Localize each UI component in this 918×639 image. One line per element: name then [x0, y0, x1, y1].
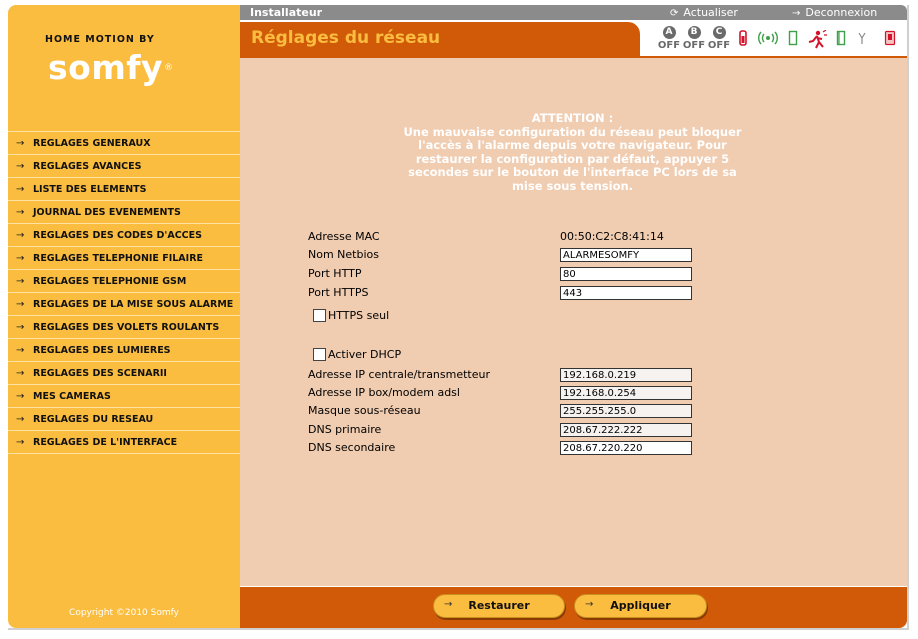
sidebar-item-journal-evenements[interactable] [8, 201, 240, 224]
arrow-right-icon: → [16, 413, 25, 425]
sidebar-item-label: REGLAGES DU RESEAU [33, 413, 154, 425]
http-port-input[interactable] [560, 267, 692, 281]
zone-b-status [682, 26, 706, 52]
zone-state: OFF [682, 40, 706, 51]
copyright: Copyright ©2010 Somfy [69, 608, 179, 618]
https-only-option [313, 307, 389, 323]
sidebar-item-reseau[interactable] [8, 408, 240, 431]
sidebar-item-telephonie-filaire[interactable] [8, 247, 240, 270]
sidebar-item-label: JOURNAL DES EVENEMENTS [33, 206, 181, 218]
arrow-right-icon: → [16, 436, 25, 448]
frame-edge-bottom [8, 628, 909, 630]
sidebar-item-label: REGLAGES DE L'INTERFACE [33, 436, 178, 448]
apply-label: Appliquer [610, 599, 671, 612]
arrow-right-icon: → [16, 298, 25, 310]
ip-box-label: Adresse IP box/modem adsl [308, 386, 460, 399]
warning-line: Une mauvaise configuration du réseau peut bloquer [403, 124, 742, 139]
logout-link[interactable] [792, 5, 877, 21]
top-bar [240, 5, 907, 20]
netbios-input[interactable] [560, 248, 692, 262]
sidebar-item-volets-roulants[interactable] [8, 316, 240, 339]
antenna-icon [855, 30, 869, 48]
sidebar-item-label: REGLAGES DE LA MISE SOUS ALARME [33, 298, 234, 310]
arrow-right-icon: → [16, 183, 25, 195]
dhcp-checkbox[interactable] [313, 348, 326, 361]
dns-secondary-input[interactable] [560, 441, 692, 455]
footer [240, 586, 907, 628]
refresh-icon: ⟳ [670, 8, 679, 19]
dns-primary-input[interactable] [560, 423, 692, 437]
sidebar-item-reglages-generaux[interactable] [8, 132, 240, 155]
zone-letter: B [688, 26, 701, 39]
sidebar-item-label: REGLAGES TELEPHONIE GSM [33, 275, 187, 287]
mac-value: 00:50:C2:C8:41:14 [560, 230, 664, 243]
frame-edge-right [907, 5, 909, 628]
sidebar-item-label: REGLAGES DES VOLETS ROULANTS [33, 321, 220, 333]
arrow-right-icon: → [16, 137, 25, 149]
warning-line: l'accès à l'alarme depuis votre navigateur. Pour [418, 138, 727, 152]
sidebar-item-scenarii[interactable] [8, 362, 240, 385]
sidebar-item-liste-elements[interactable] [8, 178, 240, 201]
arrow-right-icon: → [792, 8, 801, 19]
sidebar-item-label: REGLAGES TELEPHONIE FILAIRE [33, 252, 203, 264]
zone-state: OFF [707, 40, 731, 51]
logo-text: somfy [48, 48, 164, 87]
sidebar-item-mise-sous-alarme[interactable] [8, 293, 240, 316]
apply-button[interactable] [574, 594, 707, 618]
ip-central-label: Adresse IP centrale/transmetteur [308, 368, 491, 381]
zone-c-status [707, 26, 731, 52]
warning-title: ATTENTION : [531, 111, 614, 125]
zone-letter: A [663, 26, 676, 39]
page-title: Réglages du réseau [251, 28, 441, 48]
sidebar-item-label: MES CAMERAS [33, 390, 111, 402]
netbios-label: Nom Netbios [308, 248, 379, 261]
main-content [240, 58, 907, 586]
https-port-label: Port HTTPS [308, 286, 369, 299]
arrow-right-icon: → [16, 160, 25, 172]
https-port-input[interactable] [560, 286, 692, 300]
logout-label: Deconnexion [805, 6, 878, 19]
subnet-mask-label: Masque sous-réseau [308, 404, 421, 417]
brand-tagline: HOME MOTION BY [45, 34, 155, 45]
door-icon [786, 30, 800, 48]
sidebar-item-label: LISTE DES ELEMENTS [33, 183, 147, 195]
title-tab [240, 22, 640, 56]
logo [8, 5, 240, 130]
ip-central-input[interactable] [560, 368, 692, 382]
arrow-right-icon: → [444, 599, 453, 610]
door-open-icon [834, 30, 848, 48]
ip-box-input[interactable] [560, 386, 692, 400]
arrow-right-icon: → [16, 206, 25, 218]
sidebar-item-codes-acces[interactable] [8, 224, 240, 247]
sidebar-nav [8, 131, 240, 454]
sidebar-item-reglages-avances[interactable] [8, 155, 240, 178]
zone-letter: C [713, 26, 726, 39]
sidebar-item-lumieres[interactable] [8, 339, 240, 362]
arrow-right-icon: → [16, 390, 25, 402]
dhcp-label: Activer DHCP [328, 347, 402, 361]
phone-icon [883, 30, 897, 48]
arrow-right-icon: → [585, 599, 594, 610]
warning-line: mise sous tension. [511, 178, 634, 193]
https-only-checkbox[interactable] [313, 309, 326, 322]
dhcp-option [313, 346, 401, 362]
zone-a-status [657, 26, 681, 52]
sidebar-item-label: REGLAGES AVANCES [33, 160, 142, 172]
arrow-right-icon: → [16, 275, 25, 287]
refresh-link[interactable] [670, 5, 738, 21]
sidebar-item-label: REGLAGES DES SCENARII [33, 367, 167, 379]
dns-primary-label: DNS primaire [308, 423, 382, 436]
sidebar-item-label: REGLAGES DES CODES D'ACCES [33, 229, 202, 241]
http-port-label: Port HTTP [308, 267, 362, 280]
arrow-right-icon: → [16, 321, 25, 333]
somfy-logo [48, 48, 174, 88]
page-header [240, 20, 907, 58]
sidebar-item-cameras[interactable] [8, 385, 240, 408]
arrow-right-icon: → [16, 367, 25, 379]
user-role: Installateur [250, 6, 323, 19]
intrusion-alarm-icon [806, 30, 828, 48]
registered-mark: ® [164, 63, 174, 73]
restore-label: Restaurer [468, 599, 530, 612]
https-only-label: HTTPS seul [328, 308, 390, 322]
subnet-mask-input[interactable] [560, 404, 692, 418]
network-warning [400, 112, 745, 193]
sidebar-item-label: REGLAGES GENERAUX [33, 137, 151, 149]
sidebar-item-interface[interactable] [8, 431, 240, 454]
radio-signal-icon [757, 30, 779, 48]
sidebar-item-label: REGLAGES DES LUMIERES [33, 344, 171, 356]
status-strip [640, 22, 907, 56]
warning-line: restaurer la configuration par défaut, appuyer 5 [415, 151, 730, 166]
battery-icon [736, 30, 750, 48]
arrow-right-icon: → [16, 252, 25, 264]
arrow-right-icon: → [16, 229, 25, 241]
warning-line: secondes sur le bouton de l'interface PC lors de sa [408, 165, 737, 179]
arrow-right-icon: → [16, 344, 25, 356]
dns-secondary-label: DNS secondaire [308, 441, 396, 454]
sidebar-item-telephonie-gsm[interactable] [8, 270, 240, 293]
sidebar [8, 5, 240, 628]
restore-button[interactable] [433, 594, 565, 618]
mac-label: Adresse MAC [308, 230, 380, 243]
zone-state: OFF [657, 40, 681, 51]
refresh-label: Actualiser [683, 6, 738, 19]
